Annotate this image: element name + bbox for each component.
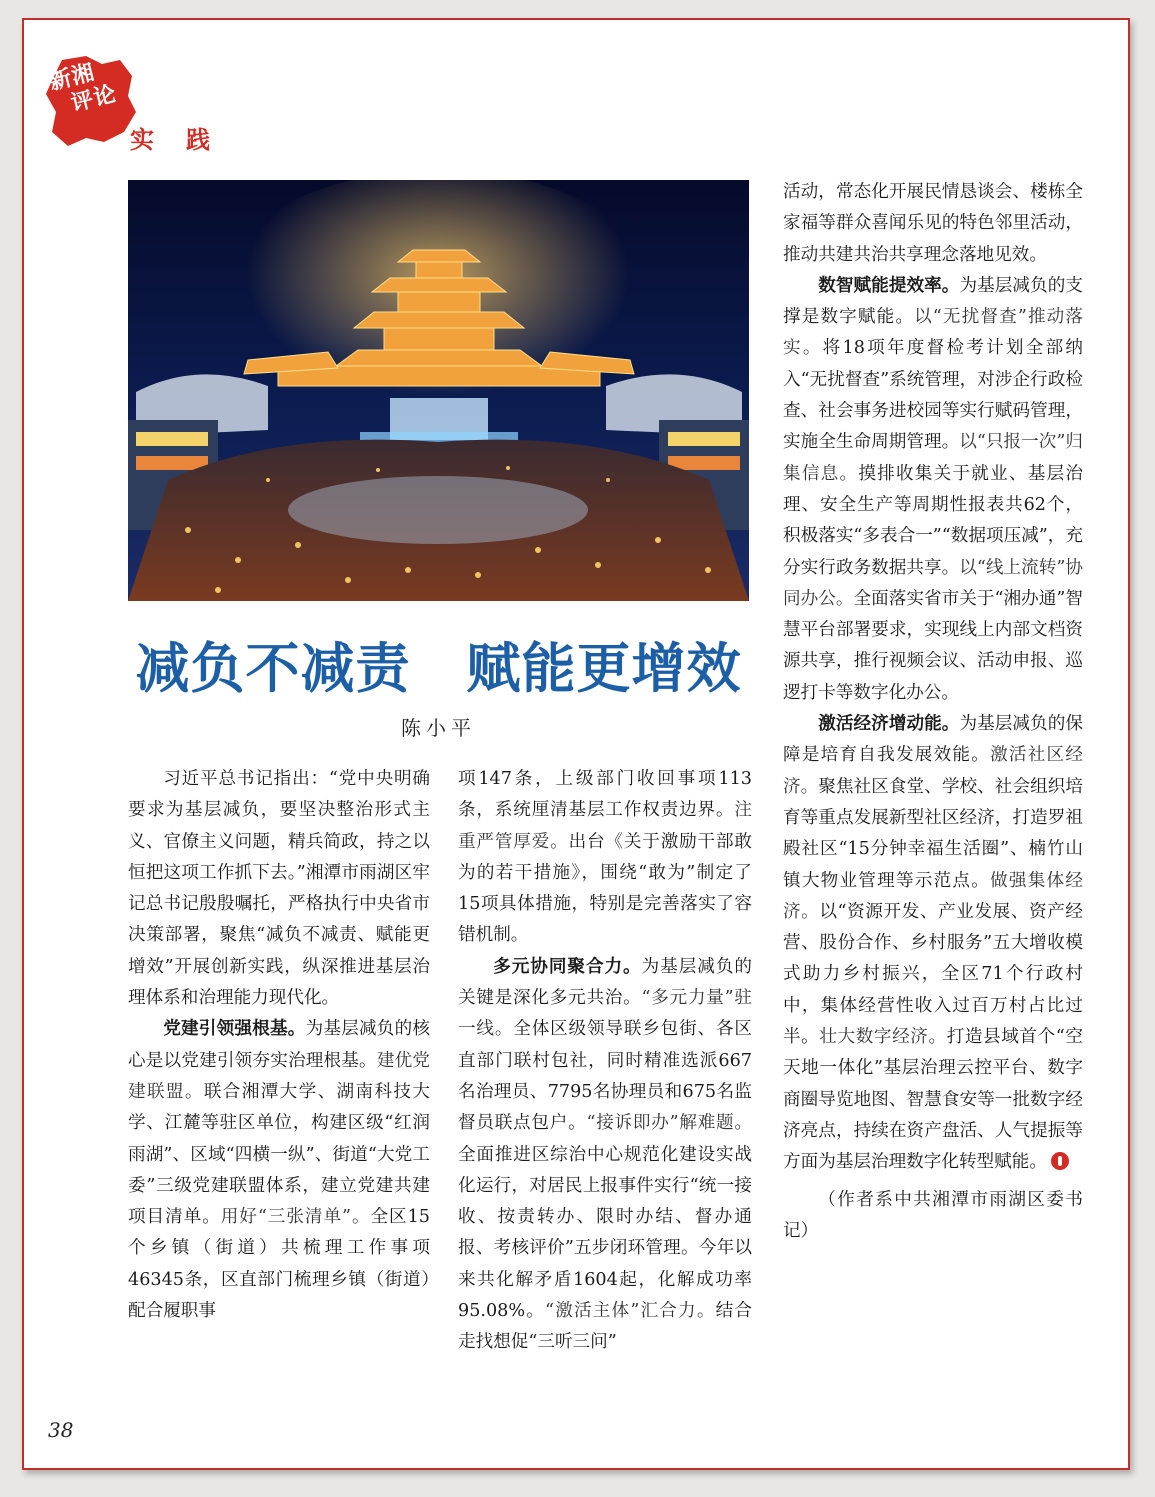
- text-column-3: [783, 177, 1083, 1247]
- text-run: 全面落实省市关于“湘办通”智慧平台部署要求，实现线上内部文档资源共享，推行视频会议、活动申报、巡逻打卡等数字化办公。: [783, 588, 1083, 703]
- subheading-economy: 激活经济增动能。: [818, 714, 960, 735]
- text-run: 出台《关于激励干部敢为的若干措施》，围绕“敢为”制定了15项具体措施，特别是完善落实了容错机制。: [458, 831, 752, 946]
- emphasis-run: 以“线上流转”协同办公。: [783, 557, 1083, 609]
- author-note: （作者系中共湘潭市雨湖区委书记）: [783, 1189, 1083, 1241]
- emphasis-run: “多元力量”驻一线。: [458, 988, 752, 1040]
- emphasis-run: 以“只报一次”归集信息。: [783, 432, 1083, 484]
- text-run: 项147条，上级部门收回事项113条，系统厘清基层工作权责边界。: [458, 769, 752, 821]
- text-run: 全体区级领导联乡包街、各区直部门联村包社，同时精准选派667名治理员、7795名协理员和675名监督员联点包户。: [458, 1019, 752, 1134]
- article-end-mark-icon: [1051, 1152, 1069, 1170]
- emphasis-run: 激活社区经济。: [783, 745, 1083, 797]
- emphasis-run: “激活主体”汇合力。: [545, 1301, 716, 1322]
- emphasis-run: 壮大数字经济。: [819, 1027, 947, 1048]
- text-run: 为基层减负的核心是以党建引领夯实治理根基。: [128, 1019, 430, 1071]
- paragraph-economy: [783, 709, 1083, 1178]
- text-run: 打造县域首个“空天地一体化”基层治理云控平台、数字商圈导览地图、智慧食安等一批数字经济亮点，持续在资产盘活、人气提振等方面为基层治理数字化转型赋能。: [783, 1027, 1083, 1173]
- paragraph-intro: 习近平总书记指出：“党中央明确要求为基层减负，要坚决整治形式主义、官僚主义问题，精兵简政，持之以恒把这项工作抓下去。”湘潭市雨湖区牢记总书记殷殷嘱托，严格执行中央省市决策部署，聚焦“减负不减责、赋能更增效”开展创新实践，纵深推进基层治理体系和治理能力现代化。: [128, 769, 430, 1009]
- section-tag: 实践: [130, 126, 242, 154]
- paragraph-continued: [458, 764, 752, 952]
- headline-part-1: 减负不减责: [135, 636, 411, 700]
- page-number: 38: [48, 1418, 74, 1442]
- text-run: 联合湘潭大学、湖南科技大学、江麓等驻区单位，构建区级“红润雨湖”、区域“四横一纵”、街道“大党工委”三级党建联盟体系，建立党建共建项目清单。: [128, 1081, 430, 1228]
- subheading-party-building: 党建引领强根基。: [163, 1019, 306, 1040]
- author-name: 陈小平: [401, 716, 476, 740]
- paragraph-party-building: [128, 1014, 430, 1327]
- emphasis-run: 建优党建联盟。: [128, 1050, 430, 1102]
- emphasis-run: 以“无扰督查”推动落实。: [783, 307, 1083, 359]
- emphasis-run: 注重严管厚爱。: [458, 800, 752, 852]
- text-run: 将18项年度督检考计划全部纳入“无扰督查”系统管理，对涉企行政检查、社会事务进校园等实行赋码管理，实施全生命周期管理。: [783, 338, 1083, 453]
- headline-part-2: 赋能更增效: [466, 636, 742, 700]
- text-column-2: [458, 764, 752, 1359]
- article-headline: [128, 626, 749, 703]
- text-run: 为基层减负的关键是深化多元共治。: [458, 956, 752, 1009]
- text-run: 结合走找想促“三听三问”: [458, 1301, 752, 1353]
- subheading-multi-governance: 多元协同聚合力。: [493, 956, 642, 977]
- paragraph-digital-empowerment: [783, 271, 1083, 709]
- night-festival-pavilion-photo: [128, 180, 749, 601]
- paragraph-multi-governance: [458, 952, 752, 1359]
- emphasis-run: 做强集体经济。: [783, 870, 1083, 922]
- text-run: 为基层减负的支撑是数字赋能。: [783, 275, 1083, 328]
- emphasis-run: 用好“三张清单”。: [220, 1207, 371, 1228]
- paragraph-continued: 活动，常态化开展民情恳谈会、楼栋全家福等群众喜闻乐见的特色邻里活动，推动共建共治共享理念落地见效。: [783, 182, 1083, 265]
- logo-line-2: 评论: [68, 80, 120, 117]
- text-run: 全面推进区综治中心规范化建设实战化运行，对居民上报事件实行“统一接收、按责转办、限时办结、督办通报、考核评价”五步闭环管理。今年以来共化解矛盾1604起，化解成功率95.08%。: [458, 1144, 752, 1322]
- text-run: 为基层减负的保障是培育自我发展效能。: [783, 714, 1083, 766]
- text-run: 以“资源开发、产业发展、资产经营、股份合作、乡村服务”五大增收模式助力乡村振兴，全区71个行政村中，集体经营性收入过百万村占比过半。: [783, 901, 1083, 1048]
- text-run: 全区15个乡镇（街道）共梳理工作事项46345条，区直部门梳理乡镇（街道）配合履职事: [128, 1207, 430, 1322]
- logo-line-1: 新湘: [46, 59, 98, 96]
- text-run: 摸排收集关于就业、基层治理、安全生产等周期性报表共62个，积极落实“多表合一”“数据项压减”，充分实行政务数据共享。: [783, 463, 1083, 578]
- text-run: 聚焦社区食堂、学校、社会组织培育等重点发展新型社区经济，打造罗祖殿社区“15分钟幸福生活圈”、楠竹山镇大物业管理等示范点。: [783, 776, 1083, 891]
- text-column-1: [128, 764, 430, 1327]
- subheading-digital-empowerment: 数智赋能提效率。: [818, 275, 960, 296]
- emphasis-run: “接诉即办”解难题。: [586, 1113, 752, 1134]
